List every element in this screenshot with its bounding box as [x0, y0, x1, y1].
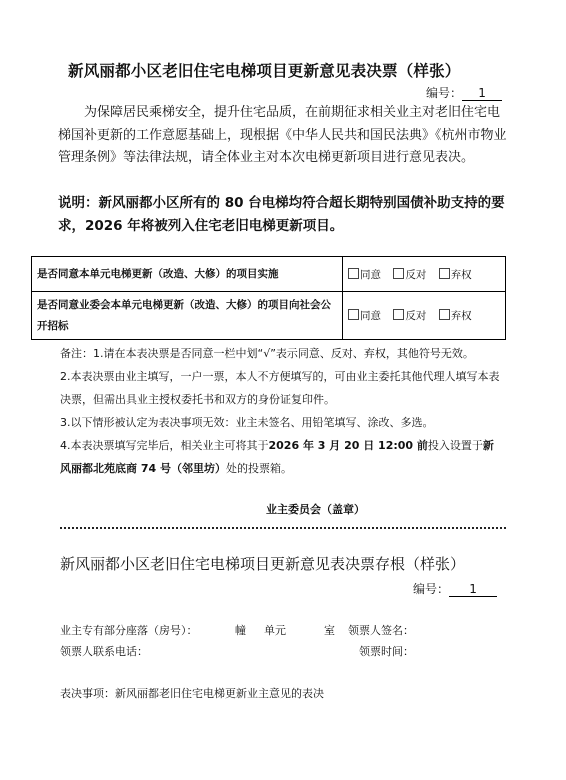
- note-item: 3.以下情形被认定为表决事项无效：业主未签名、用铅笔填写、涂改、多选。: [60, 416, 434, 429]
- note4-mid: 投入设置于: [427, 439, 483, 452]
- vote-question: 是否同意本单元电梯更新（改造、大修）的项目实施: [32, 257, 343, 292]
- vote-option-agree[interactable]: [348, 267, 381, 282]
- ballot-explanation-block: [58, 192, 510, 237]
- stub-building-label: 幢: [235, 624, 246, 637]
- ballot-code-label: 编号：: [426, 86, 463, 100]
- checkbox-icon[interactable]: [348, 268, 359, 279]
- ballot-intro-block: [58, 102, 510, 170]
- vote-options: [343, 292, 506, 340]
- checkbox-icon[interactable]: [393, 309, 404, 320]
- stub-signature-label: 领票人签名：: [348, 624, 414, 637]
- vote-option-label: 弃权: [450, 268, 472, 281]
- stub-room-label: 室: [324, 624, 335, 637]
- vote-option-oppose[interactable]: [393, 308, 426, 323]
- stub-code: [413, 580, 497, 597]
- vote-option-oppose[interactable]: [393, 267, 426, 282]
- vote-row: [32, 292, 506, 340]
- ballot-explanation: 说明：新风丽都小区所有的 80 台电梯均符合超长期特别国债补助支持的要求，2026 年将被列入住宅老旧电梯更新项目。: [58, 195, 505, 234]
- tear-line: [60, 527, 506, 529]
- note4-location: 新风丽都北苑底商 74 号（邻里坊）: [60, 439, 494, 475]
- vote-question: 是否同意业委会本单元电梯更新（改造、大修）的项目向社会公开招标: [32, 292, 343, 340]
- stub-code-label: 编号：: [413, 582, 450, 596]
- ballot-notes: [60, 342, 500, 480]
- ballot-code-value: 1: [462, 86, 502, 101]
- note-item: [60, 434, 500, 480]
- ballot-title: 新风丽都小区老旧住宅电梯项目更新意见表决票（样张）: [68, 62, 461, 80]
- note4-suffix: 处的投票箱。: [225, 462, 292, 475]
- checkbox-icon[interactable]: [439, 268, 450, 279]
- vote-option-abstain[interactable]: [439, 308, 472, 323]
- vote-table: [31, 256, 506, 340]
- vote-option-label: 反对: [405, 268, 427, 281]
- stub-unit-label: 单元: [264, 624, 286, 637]
- stub-time-label: 领票时间：: [359, 645, 414, 658]
- stub-matter: 表决事项：新风丽都老旧住宅电梯更新业主意见的表决: [60, 687, 324, 700]
- vote-options: [343, 257, 506, 292]
- committee-stamp-label: 业主委员会（盖章）: [266, 503, 365, 516]
- note4-deadline: 2026 年 3 月 20 日 12:00 前: [268, 439, 428, 452]
- stub-address-label: 业主专有部分座落（房号）：: [60, 624, 198, 637]
- checkbox-icon[interactable]: [439, 309, 450, 320]
- note-item: 2.本表决票由业主填写，一户一票，本人不方便填写的，可由业主委托其他代理人填写本表决票，但需出具业主授权委托书和双方的身份证复印件。: [60, 370, 500, 406]
- vote-option-agree[interactable]: [348, 308, 381, 323]
- stub-code-value: 1: [449, 582, 497, 597]
- checkbox-icon[interactable]: [348, 309, 359, 320]
- vote-option-label: 同意: [360, 268, 381, 281]
- vote-option-label: 弃权: [450, 310, 472, 322]
- ballot-code: [426, 84, 502, 101]
- vote-option-label: 反对: [405, 310, 427, 322]
- vote-row: [32, 257, 506, 292]
- checkbox-icon[interactable]: [393, 268, 404, 279]
- note-item: 备注：1.请在本表决票是否同意一栏中划“√”表示同意、反对、弃权，其他符号无效。: [60, 347, 474, 360]
- vote-option-abstain[interactable]: [439, 267, 472, 282]
- stub-title: 新风丽都小区老旧住宅电梯项目更新意见表决票存根（样张）: [60, 555, 466, 573]
- note4-prefix: 4.本表决票填写完毕后，相关业主可将其于: [60, 439, 269, 452]
- vote-option-label: 同意: [360, 310, 381, 322]
- stub-phone-label: 领票人联系电话：: [60, 645, 148, 658]
- ballot-intro: 为保障居民乘梯安全，提升住宅品质，在前期征求相关业主对老旧住宅电梯国补更新的工作意愿基础上，现根据《中华人民共和国民法典》《杭州市物业管理条例》等法律法规，请全体业主对本次电梯更新项目进行意见表决。: [58, 105, 507, 165]
